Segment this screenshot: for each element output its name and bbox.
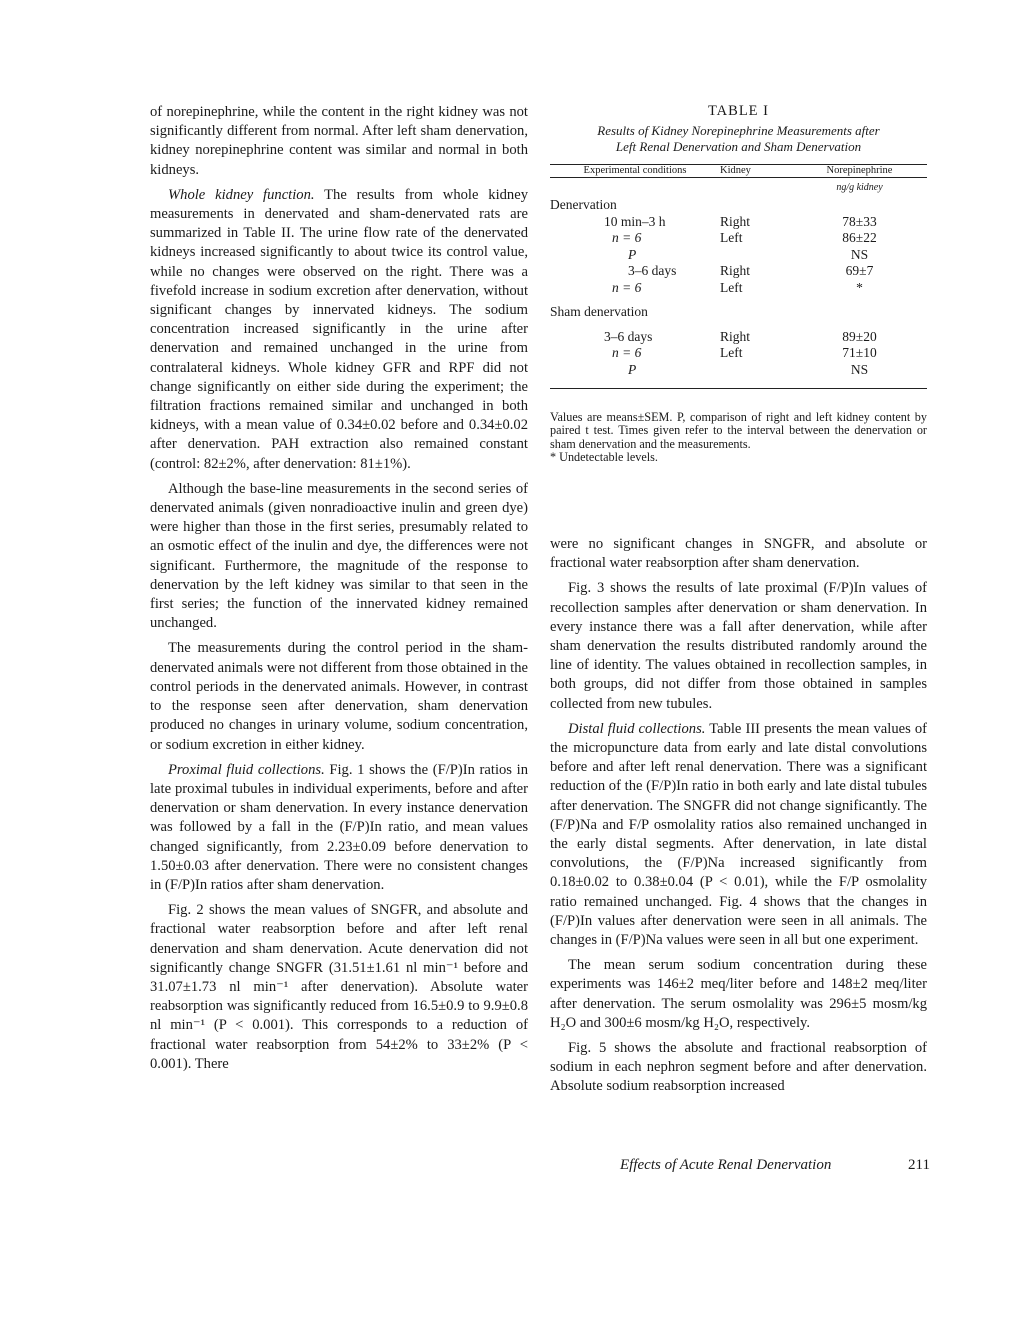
table-row bbox=[550, 304, 927, 321]
table-caption bbox=[550, 103, 927, 154]
table-cell: Left bbox=[720, 230, 743, 246]
table-header-row bbox=[550, 165, 927, 178]
table-label: TABLE I bbox=[707, 103, 769, 119]
table-cell: Right bbox=[720, 263, 751, 279]
table-cell: Left bbox=[720, 279, 743, 295]
table-notes bbox=[550, 411, 927, 464]
running-title: Effects of Acute Renal Denervation bbox=[620, 1157, 832, 1173]
table-row bbox=[550, 345, 927, 362]
group-label: Denervation bbox=[550, 197, 617, 213]
units-label: ng/g kidney bbox=[836, 182, 883, 193]
table-title bbox=[550, 123, 927, 154]
paragraph: Fig. 5 shows the absolute and fractional reabsorption of sodium in each nephron segment before and after denervation. Absolute sodium reabsorption increased bbox=[550, 1040, 927, 1095]
group-label: Sham denervation bbox=[550, 304, 648, 320]
paragraph bbox=[150, 761, 528, 895]
paragraph: Although the base-line measurements in the second series of denervated animals (given nonradioactive inulin and green dye) were higher than those in the first series, presumably related to an osmotic effect of the inulin and dye, the differences were not significant. Furthermore, the magnitude of the response to denervation by the left kidney was similar to that seen in the first series; the function of the innervated kidney remained unchanged. bbox=[150, 480, 528, 632]
paragraph: Fig. 3 shows the results of late proximal (F/P)In values of recollection samples after denervation or sham denervation. In every instance there was a fall after denervation, while after sham denervation the results distributed randomly around the line of identity. The values obtained in recollection samples, in both groups, did not differ from those obtained in samples collected from new tubules. bbox=[550, 580, 927, 712]
table-row bbox=[550, 214, 927, 231]
table-row bbox=[550, 362, 927, 389]
table-row bbox=[550, 247, 927, 264]
paragraph-text: Fig. 1 shows the (F/P)In ratios in late proximal tubules in individual experiments, before and after denervation or sham denervation. In every instance denervation was followed by a fall in the (F/P)In ratio, and mean values changed significantly, from 2.23±0.09 before denervation to 1.50±0.03 after denervation. There were no consistent changes in (F/P)In ratios after sham denervation. bbox=[150, 761, 528, 893]
table-cell: 3–6 days bbox=[604, 328, 653, 344]
table-title-line: Left Renal Denervation and Sham Denervation bbox=[615, 138, 862, 154]
column-header: Norepinephrine bbox=[826, 165, 893, 176]
table-cell: 10 min–3 h bbox=[604, 213, 666, 229]
table-cell: n = 6 bbox=[612, 345, 642, 361]
page-footer bbox=[620, 1157, 930, 1174]
table-cell: 89±20 bbox=[842, 328, 877, 344]
section-heading: Distal fluid collections. bbox=[568, 720, 706, 737]
table-row bbox=[550, 329, 927, 346]
table-cell: 78±33 bbox=[842, 213, 877, 229]
column-header: Experimental conditions bbox=[583, 165, 687, 176]
table-row bbox=[550, 197, 927, 214]
section-heading: Proximal fluid collections. bbox=[168, 761, 325, 778]
paragraph: were no significant changes in SNGFR, and absolute or fractional water reabsorption after sham denervation. bbox=[550, 536, 927, 572]
table-row bbox=[550, 230, 927, 247]
units-row bbox=[550, 178, 927, 198]
table-block bbox=[550, 103, 927, 464]
paragraph: of norepinephrine, while the content in the right kidney was not significantly different from normal. After left sham denervation, kidney norepinephrine content was similar and normal in both kidneys. bbox=[150, 104, 528, 178]
table-cell: * bbox=[856, 279, 863, 295]
table-note: Values are means±SEM. P, comparison of right and left kidney content by paired t test. Times given refer to the interval between the denervation or sham denervation and the measurements. bbox=[550, 410, 927, 451]
table-title-line: Results of Kidney Norepinephrine Measurements after bbox=[597, 123, 880, 138]
table-cell: 69±7 bbox=[845, 263, 874, 279]
right-column bbox=[550, 535, 927, 1103]
table-cell: n = 6 bbox=[612, 279, 642, 295]
paragraph: The measurements during the control period in the sham-denervated animals were not different from those obtained in the control periods in the denervated animals. However, in contrast to the response seen after denervation, sham denervation produced no changes in urinary volume, sodium concentration, or sodium excretion in either kidney. bbox=[150, 640, 528, 753]
paragraph bbox=[550, 720, 927, 950]
table-row bbox=[550, 280, 927, 297]
table-cell: NS bbox=[850, 361, 869, 377]
table-cell: Right bbox=[720, 328, 751, 344]
column-header: Kidney bbox=[720, 165, 751, 176]
table-cell: Right bbox=[720, 213, 751, 229]
paragraph-text: Table III presents the mean values of the micropuncture data from early and late distal convolutions before and after left renal denervation. There was a significant reduction of the (F/P)In ratio in both early and late distal tubules after denervation. The SNGFR did not change significantly. The (F/P)Na and F/P osmolality ratios also remained unchanged in the early distal segments. After denervation, in late distal convolutions, the (F/P)Na increased significantly from 0.18±0.02 to 0.38±0.04 (P < 0.01), while the F/P osmolality ratio remained unchanged. Fig. 4 shows that the changes in (F/P)In values after denervation were seen in all animals. The changes in (F/P)Na values were seen in all but one experiment. bbox=[550, 720, 928, 949]
table-cell: P bbox=[628, 361, 637, 377]
page-number: 211 bbox=[908, 1157, 930, 1173]
table-footnote: * Undetectable levels. bbox=[550, 449, 658, 464]
table-cell: Left bbox=[720, 345, 743, 361]
table-1 bbox=[550, 164, 927, 389]
paragraph bbox=[150, 186, 528, 474]
left-column bbox=[150, 103, 528, 1080]
table-cell: P bbox=[628, 246, 637, 262]
paragraph: The mean serum sodium concentration during these experiments was 146±2 meq/liter before and 148±2 meq/liter after denervation. The serum osmolality was 296±5 mosm/kg H₂O and 300±6 mosm/kg H₂O, respectively. bbox=[550, 957, 927, 1031]
table-cell: 3–6 days bbox=[628, 263, 677, 279]
paragraph-text: The results from whole kidney measurements in denervated and sham-denervated rats are summarized in Table II. The urine flow rate of the denervated kidneys increased significantly to about twice its control value, while no changes were observed on the right. There was a fivefold increase in sodium excretion after denervation, without significant changes by innervated kidneys. The sodium concentration increased significantly in the urine after denervation and remained unchanged in the urine from contralateral kidneys. Whole kidney GFR and RPF did not change significantly on either side during the experiment; the filtration fractions remained similar and unchanged in both kidneys, with a mean value of 0.34±0.02 before and 0.34±0.02 after denervation. PAH extraction also remained constant (control: 82±2%, after denervation: 81±1%). bbox=[150, 186, 529, 472]
paragraph: Fig. 2 shows the mean values of SNGFR, and absolute and fractional water reabsorption before and after left renal denervation and sham denervation. Acute denervation did not significantly change SNGFR (31.51±1.61 nl min⁻¹ before and 31.07±1.73 nl min⁻¹ after denervation). Absolute water reabsorption was significantly reduced from 16.5±0.9 to 9.9±0.8 nl min⁻¹ (P < 0.001). This corresponds to a reduction of fractional water reabsorption from 54±2% to 33±2% (P < 0.001). There bbox=[150, 902, 528, 1072]
table-cell: n = 6 bbox=[612, 230, 642, 246]
table-cell: 86±22 bbox=[842, 230, 877, 246]
table-row bbox=[550, 263, 927, 280]
section-heading: Whole kidney function. bbox=[168, 186, 315, 203]
table-cell: NS bbox=[850, 246, 869, 262]
table-cell: 71±10 bbox=[842, 345, 877, 361]
